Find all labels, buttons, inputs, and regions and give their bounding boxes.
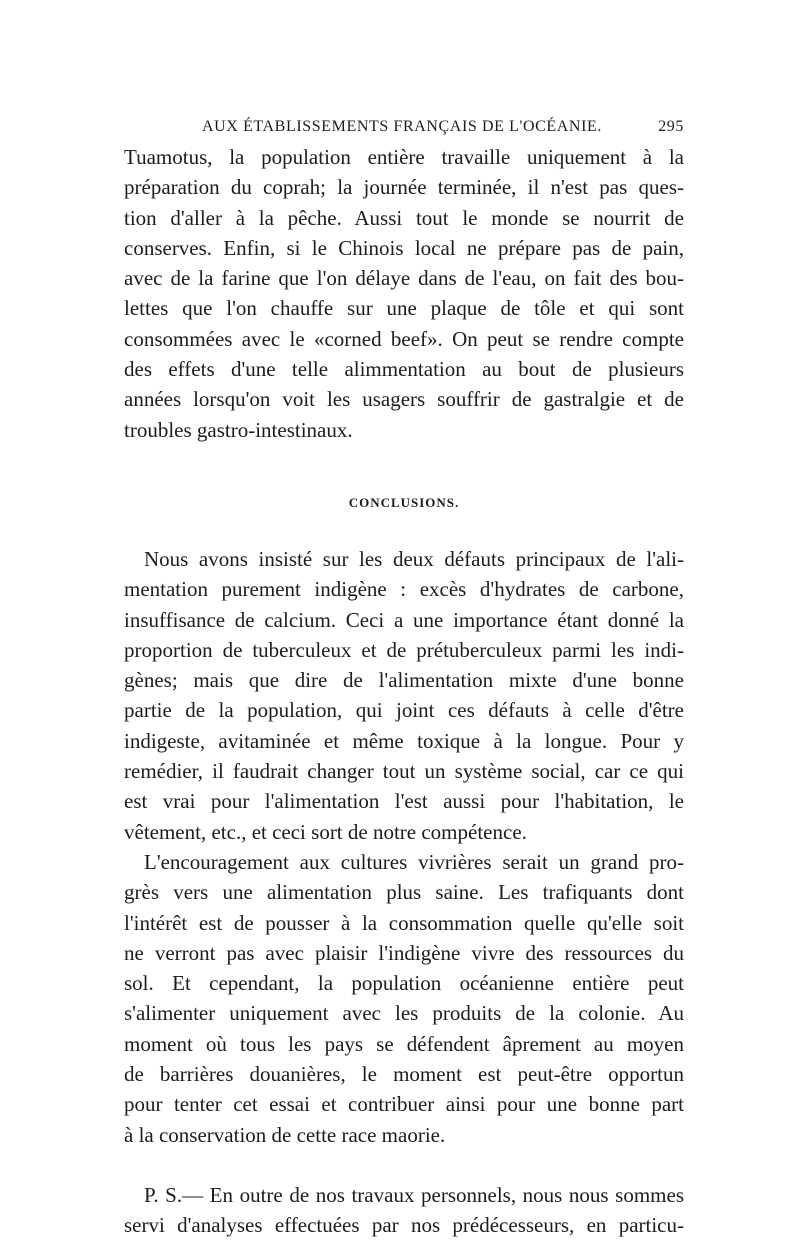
text-line: gènes; mais que dire de l'alimentation mixte d'une bonne bbox=[124, 668, 684, 693]
text-line: avec de la farine que l'on délaye dans de l'eau, on fait des bou- bbox=[124, 266, 684, 291]
paragraph-gap bbox=[124, 1150, 684, 1180]
text-line: grès vers une alimentation plus saine. Les trafiquants dont bbox=[124, 880, 684, 905]
text-line: consommées avec le «corned beef». On peut se rendre compte bbox=[124, 326, 684, 351]
text-line: des effets d'une telle alimmentation au bout de plusieurs bbox=[124, 357, 684, 382]
text-line: partie de la population, qui joint ces défauts à celle d'être bbox=[124, 698, 684, 723]
text-line: L'encouragement aux cultures vivrières serait un grand pro- bbox=[144, 849, 684, 874]
text-line: moment où tous les pays se défendent âprement au moyen bbox=[124, 1031, 684, 1056]
text-line: de barrières douanières, le moment est peut-être opportun bbox=[124, 1062, 684, 1087]
text-line: Tuamotus, la population entière travaille uniquement à la bbox=[124, 145, 684, 169]
running-title: AUX ÉTABLISSEMENTS FRANÇAIS DE L'OCÉANIE. bbox=[202, 118, 602, 135]
text-line: ne verront pas avec plaisir l'indigène vivre des ressources du bbox=[124, 940, 684, 965]
text-line: Nous avons insisté sur les deux défauts principaux de l'ali- bbox=[144, 546, 684, 571]
paragraph-encouragement bbox=[124, 847, 684, 1150]
text-line: insuffisance de calcium. Ceci a une importance étant donné la bbox=[124, 607, 684, 632]
text-line: P. S.— En outre de nos travaux personnels, nous nous sommes bbox=[144, 1182, 684, 1207]
page-number: 295 bbox=[658, 118, 684, 135]
text-line: vêtement, etc., et ceci sort de notre compétence. bbox=[124, 819, 527, 844]
text-line: proportion de tuberculeux et de prétuberculeux parmi les indi- bbox=[124, 637, 684, 662]
text-line: conserves. Enfin, si le Chinois local ne prépare pas de pain, bbox=[124, 235, 684, 260]
text-line: années lorsqu'on voit les usagers souffrir de gastralgie et de bbox=[124, 387, 684, 412]
text-line: est vrai pour l'alimentation l'est aussi pour l'habitation, le bbox=[124, 789, 684, 814]
text-line: tion d'aller à la pêche. Aussi tout le monde se nourrit de bbox=[124, 205, 684, 230]
text-line: à la conservation de cette race maorie. bbox=[124, 1122, 446, 1147]
running-head bbox=[124, 118, 684, 136]
section-heading: CONCLUSIONS. bbox=[348, 494, 460, 510]
text-line: préparation du coprah; la journée terminée, il n'est pas ques- bbox=[124, 175, 684, 200]
text-line: lettes que l'on chauffe sur une plaque de tôle et qui sont bbox=[124, 296, 684, 321]
text-line: sol. Et cependant, la population océanienne entière peut bbox=[124, 971, 684, 996]
text-line: mentation purement indigène : excès d'hydrates de carbone, bbox=[124, 577, 684, 602]
text-line: troubles gastro-intestinaux. bbox=[124, 417, 353, 442]
paragraph-postscript bbox=[124, 1180, 684, 1241]
text-line: l'intérêt est de pousser à la consommation quelle qu'elle soit bbox=[124, 910, 684, 935]
text-line: s'alimenter uniquement avec les produits de la colonie. Au bbox=[124, 1001, 684, 1026]
text-line: remédier, il faudrait changer tout un système social, car ce qui bbox=[124, 759, 684, 784]
paragraph-conclusions bbox=[124, 544, 684, 847]
paragraph-tuamotus bbox=[124, 142, 684, 445]
text-line: pour tenter cet essai et contribuer ainsi pour une bonne part bbox=[124, 1092, 684, 1117]
book-page bbox=[124, 118, 684, 1241]
text-line: indigeste, avitaminée et même toxique à la longue. Pour y bbox=[124, 728, 684, 753]
text-line: servi d'analyses effectuées par nos prédécesseurs, en particu- bbox=[124, 1213, 684, 1238]
